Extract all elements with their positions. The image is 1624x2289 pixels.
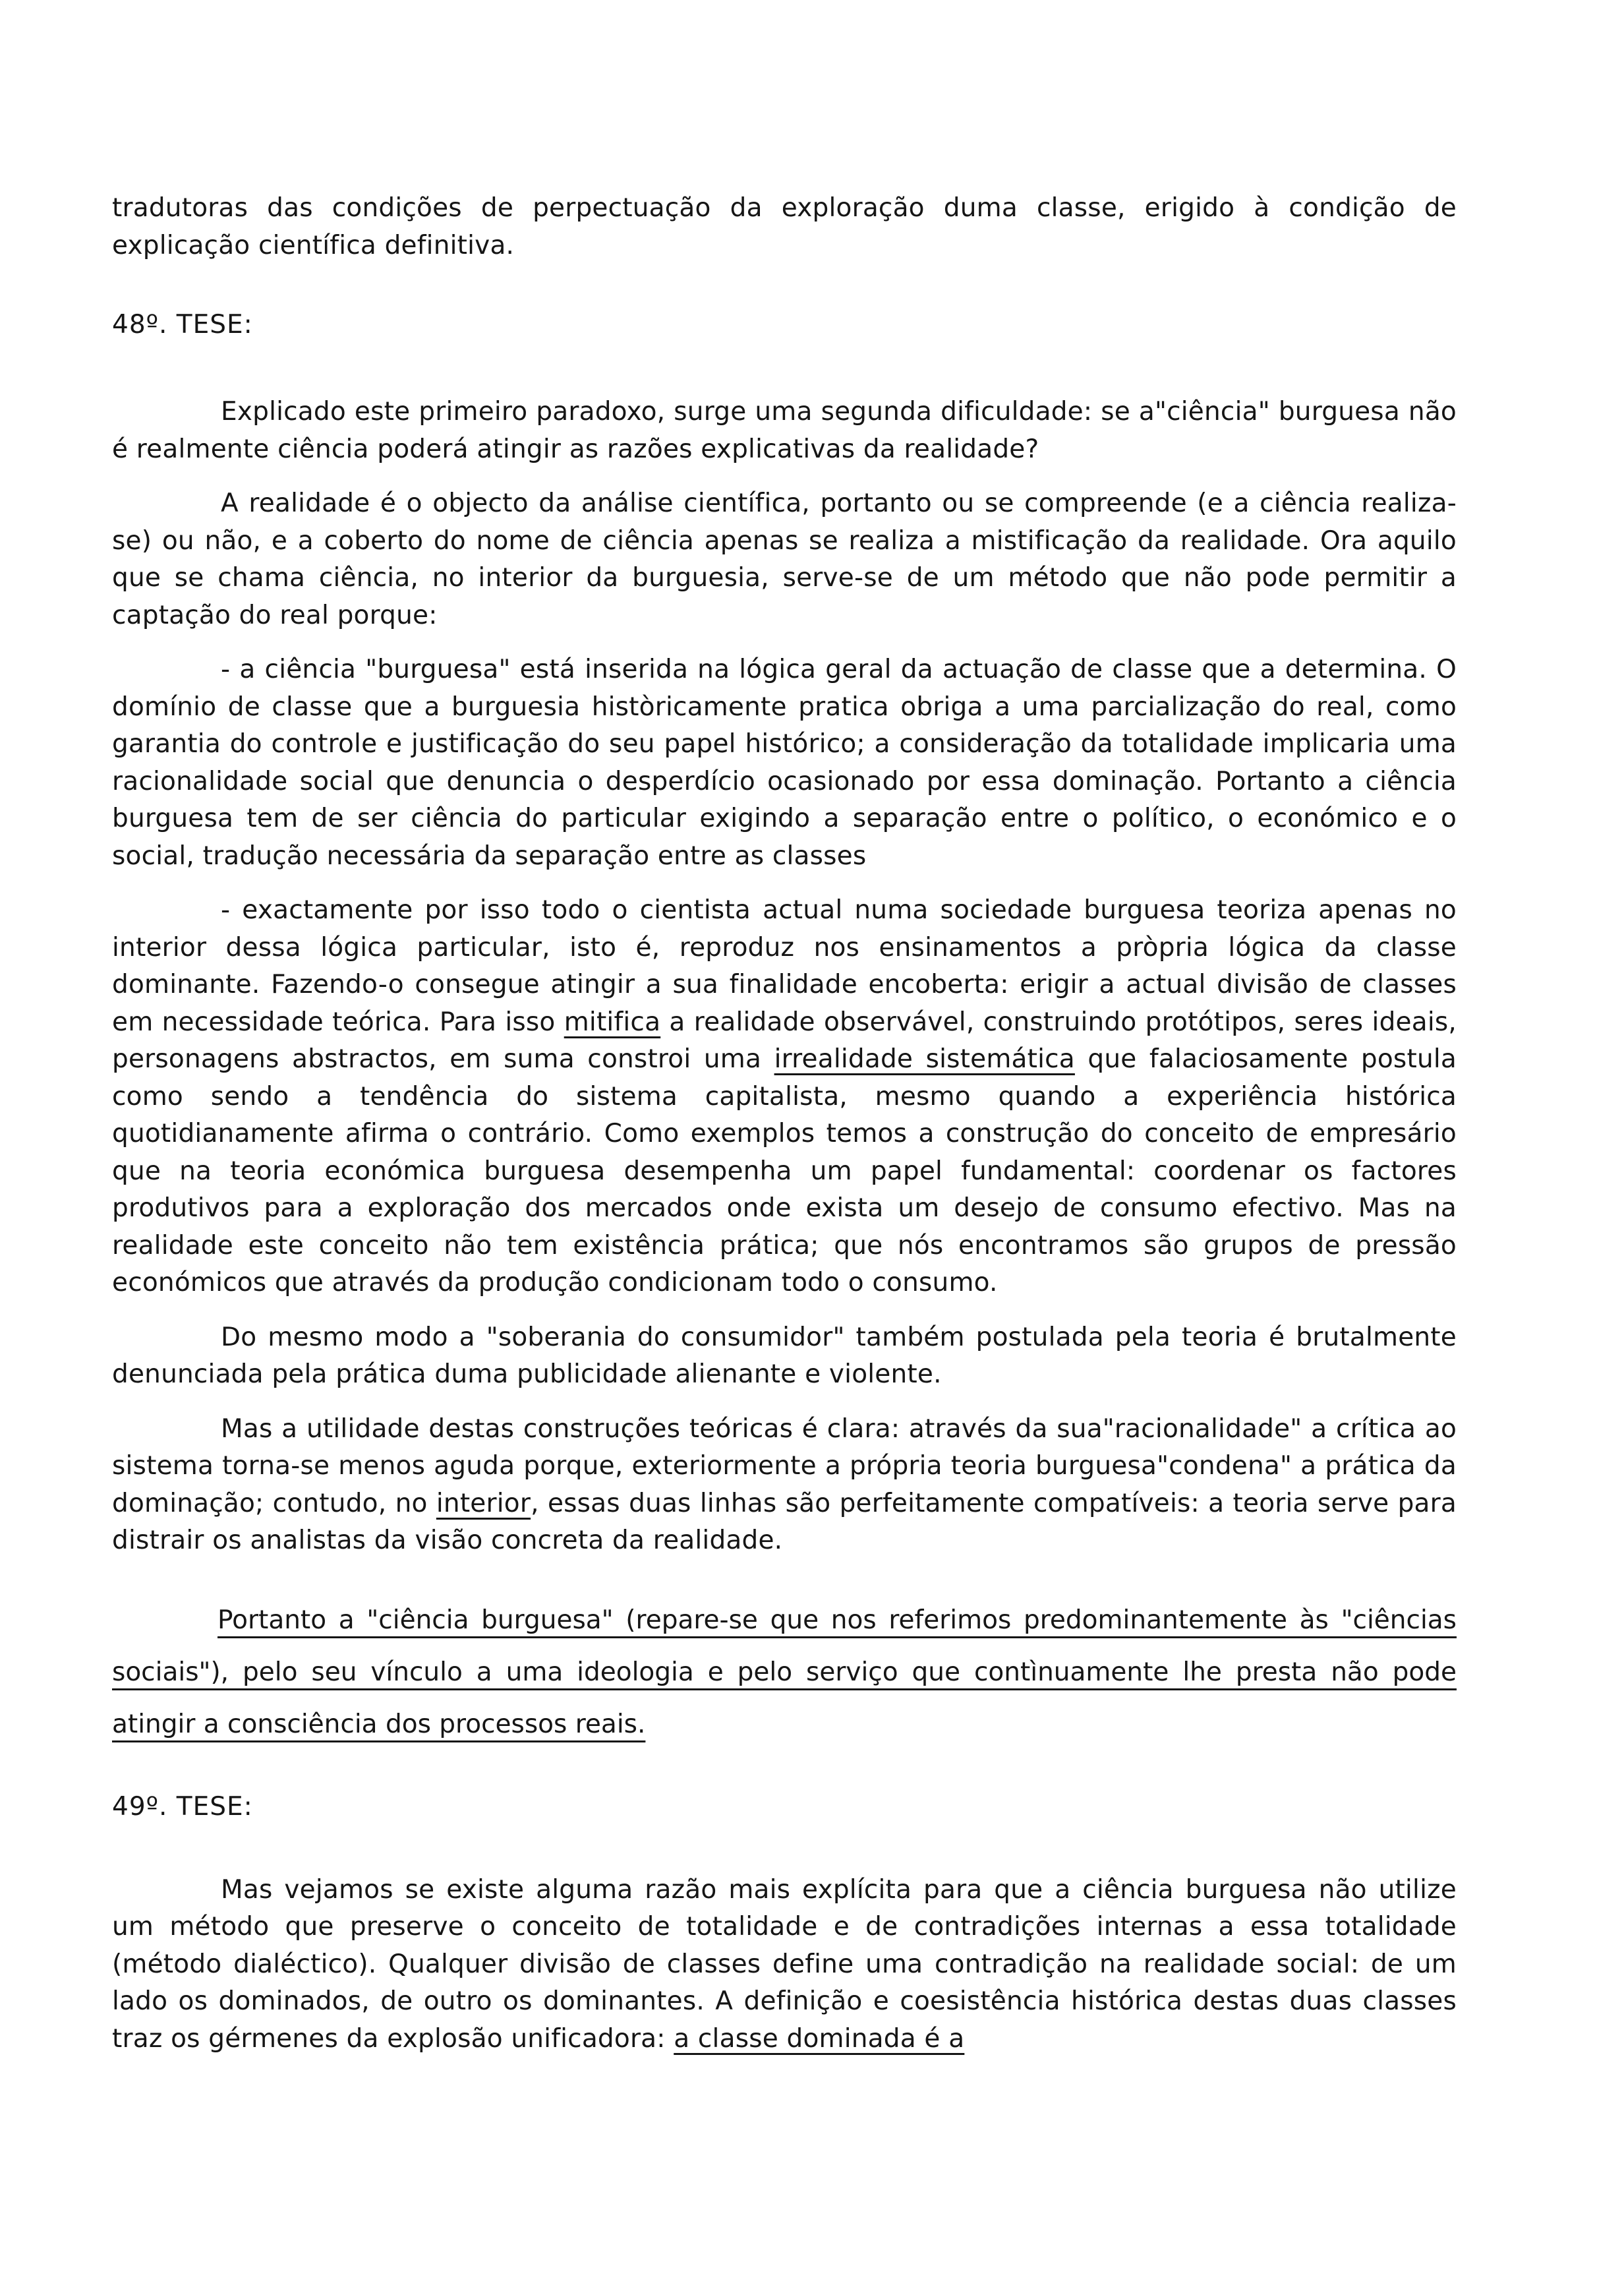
thesis-49-paragraph-1 xyxy=(112,1872,1457,2058)
thesis-48-paragraph-1: Explicado este primeiro paradoxo, surge uma segunda dificuldade: se a"ciência" burguesa não é realmente ciência poderá atingir as razões explicativas da realidade? xyxy=(112,397,1457,464)
thesis-48-conclusion xyxy=(112,1594,1457,1750)
paragraph-4-text-c: que falaciosamente postula como sendo a tendência do sistema capitalista, mesmo quando a experiência histórica quotidianamente afirma o contrário. Como exemplos temos a construção do conceito de empresário que na teoria económica burguesa desempenha um papel fundamental: coordenar os factores produtivos para a exploração dos mercados onde exista um desejo de consumo efectivo. Mas na realidade este conceito não tem existência prática; que nós encontramos são grupos de pressão económicos que através da produção condicionam todo o consumo. xyxy=(112,1044,1457,1297)
thesis-48-section xyxy=(112,307,1457,1750)
thesis-49-heading: 49º. TESE: xyxy=(112,1791,253,1822)
thesis-49-text-a: Mas vejamos se existe alguma razão mais explícita para que a ciência burguesa não utilize um método que preserve o conceito de totalidade e de contradições internas a essa totalidade (método dialéctico). Qualquer divisão de classes define uma contradição na realidade social: de um lado os dominados, de outro os dominantes. A definição e coesistência histórica destas duas classes traz os gérmenes da explosão unificadora: xyxy=(112,1874,1457,2054)
intro-paragraph: tradutoras das condições de perpectuação da exploração duma classe, erigido à condição de explicação científica definitiva. xyxy=(112,193,1457,260)
paragraph-4-text-a: - exactamente por isso todo o cientista actual numa sociedade burguesa teoriza apenas no interior dessa lógica particular, isto é, reproduz nos ensinamentos a pròpria lógica da classe dominante. Fazendo-o consegue atingir a sua finalidade encoberta: erigir a actual divisão de classes em necessidade teórica. Para isso xyxy=(112,895,1457,1037)
document-page xyxy=(112,190,1457,2058)
thesis-48-paragraph-5: Do mesmo modo a "soberania do consumidor" também postulada pela teoria é brutalmente denunciada pela prática duma publicidade alienante e violente. xyxy=(112,1322,1457,1389)
underlined-mitifica: mitifica xyxy=(564,1007,661,1037)
thesis-48-paragraph-2: A realidade é o objecto da análise científica, portanto ou se compreende (e a ciência realiza-se) ou não, e a coberto do nome de ciência apenas se realiza a mistificação da realidade. Ora aquilo que se chama ciência, no interior da burguesia, serve-se de um método que não pode permitir a captação do real porque: xyxy=(112,489,1457,630)
thesis-48-paragraph-4 xyxy=(112,892,1457,1302)
underlined-irrealidade: irrealidade sistemática xyxy=(774,1044,1075,1074)
thesis-48-heading: 48º. TESE: xyxy=(112,310,253,340)
paragraph-4-text-b: a realidade observável, construindo protótipos, seres ideais, personagens abstractos, em suma constroi uma xyxy=(112,1007,1457,1074)
paragraph-6-text-b: , essas duas linhas são perfeitamente compatíveis: a teoria serve para distrair os analistas da visão concreta da realidade. xyxy=(112,1488,1457,1555)
underlined-interior: interior xyxy=(436,1488,531,1518)
thesis-48-paragraph-3: - a ciência "burguesa" está inserida na lógica geral da actuação de classe que a determina. O domínio de classe que a burguesia històricamente pratica obriga a uma parcialização do real, como garantia do controle e justificação do seu papel histórico; a consideração da totalidade implicaria uma racionalidade social que denuncia o desperdício ocasionado por essa dominação. Portanto a ciência burguesa tem de ser ciência do particular exigindo a separação entre o político, o económico e o social, tradução necessária da separação entre as classes xyxy=(112,655,1457,871)
paragraph-6-text-a: Mas a utilidade destas construções teóricas é clara: através da sua"racionalidade" a crítica ao sistema torna-se menos aguda porque, exteriormente a própria teoria burguesa"condena" a prática da dominação; contudo, no xyxy=(112,1413,1457,1518)
thesis-49-section xyxy=(112,1789,1457,2058)
underlined-classe-dominada: a classe dominada é a xyxy=(674,2023,965,2054)
conclusion-underlined-text: Portanto a "ciência burguesa" (repare-se que nos referimos predominantemente às "ciências sociais"), pelo seu vínculo a uma ideologia e pelo serviço que contìnuamente lhe presta não pode atingir a consciência dos processos reais. xyxy=(112,1605,1457,1739)
thesis-48-paragraph-6 xyxy=(112,1411,1457,1560)
